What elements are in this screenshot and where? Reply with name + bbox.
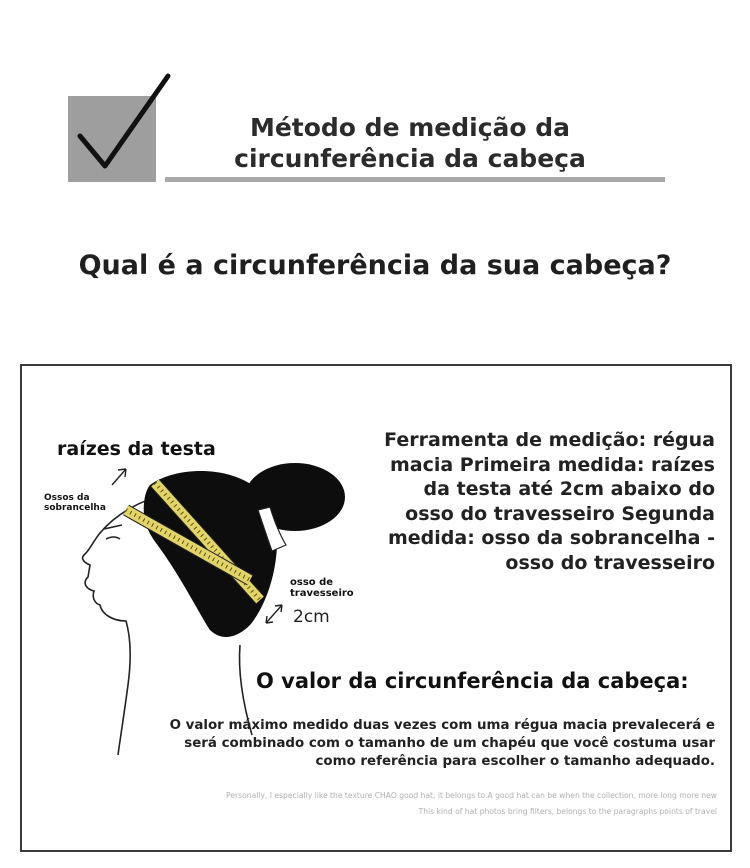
faded-line-1: Personally, I especially like the texture CHAO good hat, it belongs to.A good hat can be when the collection, more long more new xyxy=(226,791,717,800)
label-distance: 2cm xyxy=(293,607,330,627)
eye xyxy=(106,537,120,539)
label-brow-line-1: Ossos da xyxy=(44,493,90,503)
label-forehead: raízes da testa xyxy=(57,438,216,460)
arrow-double-icon xyxy=(266,605,282,623)
label-occipital-line-1: osso de xyxy=(290,577,334,588)
question-heading: Qual é a circunferência da sua cabeça? xyxy=(78,250,672,281)
page-title xyxy=(170,112,650,174)
value-heading: O valor da circunferência da cabeça: xyxy=(256,669,689,693)
label-brow-line-2: sobrancelha xyxy=(44,503,106,513)
checkmark-icon xyxy=(60,66,180,186)
value-description: O valor máximo medido duas vezes com uma régua macia prevalecerá e será combinado com o tamanho de um chapéu que você costuma usar como referência para escolher o tamanho adequado. xyxy=(169,718,715,769)
title-line-1: Método de medição da xyxy=(249,113,571,142)
label-occipital-bone xyxy=(290,577,354,599)
arrow-up-icon xyxy=(112,469,126,485)
label-occipital-line-2: travesseiro xyxy=(290,588,354,599)
title-underline xyxy=(165,177,665,182)
hair-bun xyxy=(245,463,345,531)
label-brow-bone xyxy=(44,493,106,513)
title-line-2: circunferência da cabeça xyxy=(234,144,586,173)
measurement-instructions: Ferramenta de medição: régua macia Primeira medida: raízes da testa até 2cm abaixo do osso do travesseiro Segunda medida: osso da sobrancelha - osso do travesseiro xyxy=(384,429,715,574)
faded-footer-text xyxy=(190,788,717,820)
faded-line-2: This kind of hat photos bring filters, belongs to the paragraphs points of travel xyxy=(418,807,717,816)
